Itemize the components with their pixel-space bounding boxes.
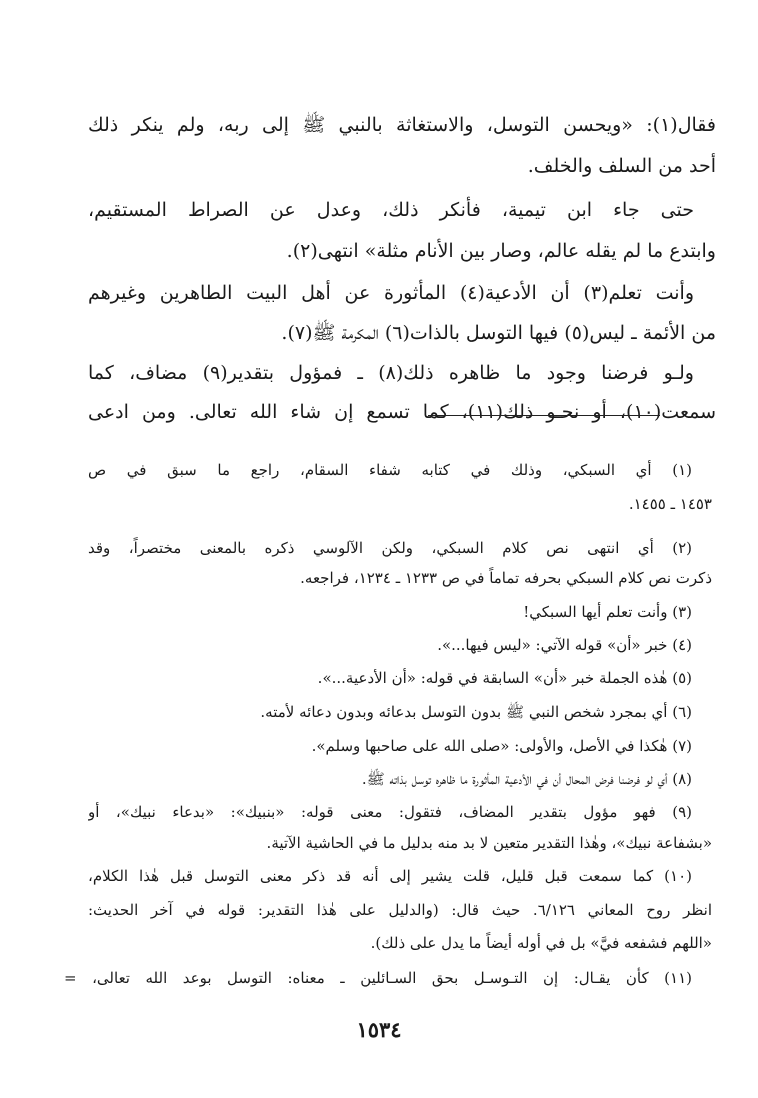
main-line-7: ولـو فرضنا وجود ما ظاهره ذلك(٨) ـ فمؤول بتقدير(٩) مضاف، كما: [88, 362, 694, 384]
main-line-2: أحد من السلف والخلف.: [527, 155, 716, 177]
footnote-line-4: ذكرت نص كلام السبكي بحرفه تماماً في ص ١٢٣٣ ـ ١٢٣٤، فراجعه.: [300, 569, 712, 587]
footnote-line-7: (٥) هٰذه الجملة خبر «أن» السابقة في قوله: «أن الأدعية...».: [317, 669, 692, 687]
main-line-6: من الأئمة ـ ليس(٥) فيها التوسل بالذات(٦) المكرمة ﷺ(٧).: [281, 322, 716, 344]
footnote-line-5: (٣) وأنت تعلم أيها السبكي!: [523, 603, 692, 621]
footnote-line-11: (٩) فهو مؤول بتقدير المضاف، فتقول: معنى قوله: «بنبيك»: «بدعاء نبيك»، أو: [88, 803, 692, 821]
footnote-line-10: (٨) أي لو فرضنا فرض المحال أن في الأدعية المأثورة ما ظاهره توسل بذاته ﷺ.: [361, 770, 692, 788]
main-line-1: فقال(١): «ويحسن التوسل، والاستغاثة بالنبي ﷺ إلى ربه، ولم ينكر ذلك: [88, 114, 716, 136]
footnote-line-2: ١٤٥٣ ـ ١٤٥٥.: [628, 495, 712, 513]
footnote-line-1: (١) أي السبكي، وذلك في كتابه شفاء السقام، راجع ما سبق في ص: [88, 461, 692, 479]
footnote-line-13: (١٠) كما سمعت قبل قليل، قلت يشير إلى أنه قد ذكر معنى التوسل قبل هٰذا الكلام،: [88, 867, 692, 885]
footnote-line-15: «اللهم فشفعه فيَّ» بل في أوله أيضاً ما يدل على ذلك).: [370, 934, 712, 952]
footnote-line-3: (٢) أي انتهى نص كلام السبكي، ولكن الآلوسي ذكره بالمعنى مختصراً، وقد: [88, 539, 692, 557]
footnote-line-6: (٤) خبر «أن» قوله الآتي: «ليس فيها...».: [437, 636, 692, 654]
footnote-line-8: (٦) أي بمجرد شخص النبي ﷺ بدون التوسل بدعائه وبدون دعائه لأمته.: [260, 703, 692, 721]
page-number: ١٥٣٤: [356, 1017, 402, 1042]
footnote-line-12: «بشفاعة نبيك»، وهٰذا التقدير متعين لا بد منه بدليل ما في الحاشية الآتية.: [266, 834, 712, 852]
main-line-4: وابتدع ما لم يقله عالم، وصار بين الأنام مثلة» انتهى(٢).: [286, 240, 716, 262]
footnote-line-9: (٧) هٰكذا في الأصل، والأولى: «صلى الله على صاحبها وسلم».: [311, 737, 692, 755]
footnote-line-14: انظر روح المعاني ٦/١٢٦. حيث قال: (والدليل على هٰذا التقدير: قوله في آخر الحديث:: [88, 901, 712, 919]
main-line-3: حتى جاء ابن تيمية، فأنكر ذلك، وعدل عن الصراط المستقيم،: [88, 199, 694, 221]
footnote-separator: [428, 415, 660, 416]
main-line-5: وأنت تعلم(٣) أن الأدعية(٤) المأثورة عن أهل البيت الطاهرين وغيرهم: [88, 282, 694, 304]
main-line-8: سمعت(١٠)، أو نحـو ذلك(١١)، كما تسمع إن شاء الله تعالى. ومن ادعى: [88, 401, 716, 423]
footnote-line-16: (١١) كأن يقـال: إن التـوسـل بحق السـائلين ـ معناه: التوسل بوعد الله تعالى، =: [64, 969, 692, 987]
